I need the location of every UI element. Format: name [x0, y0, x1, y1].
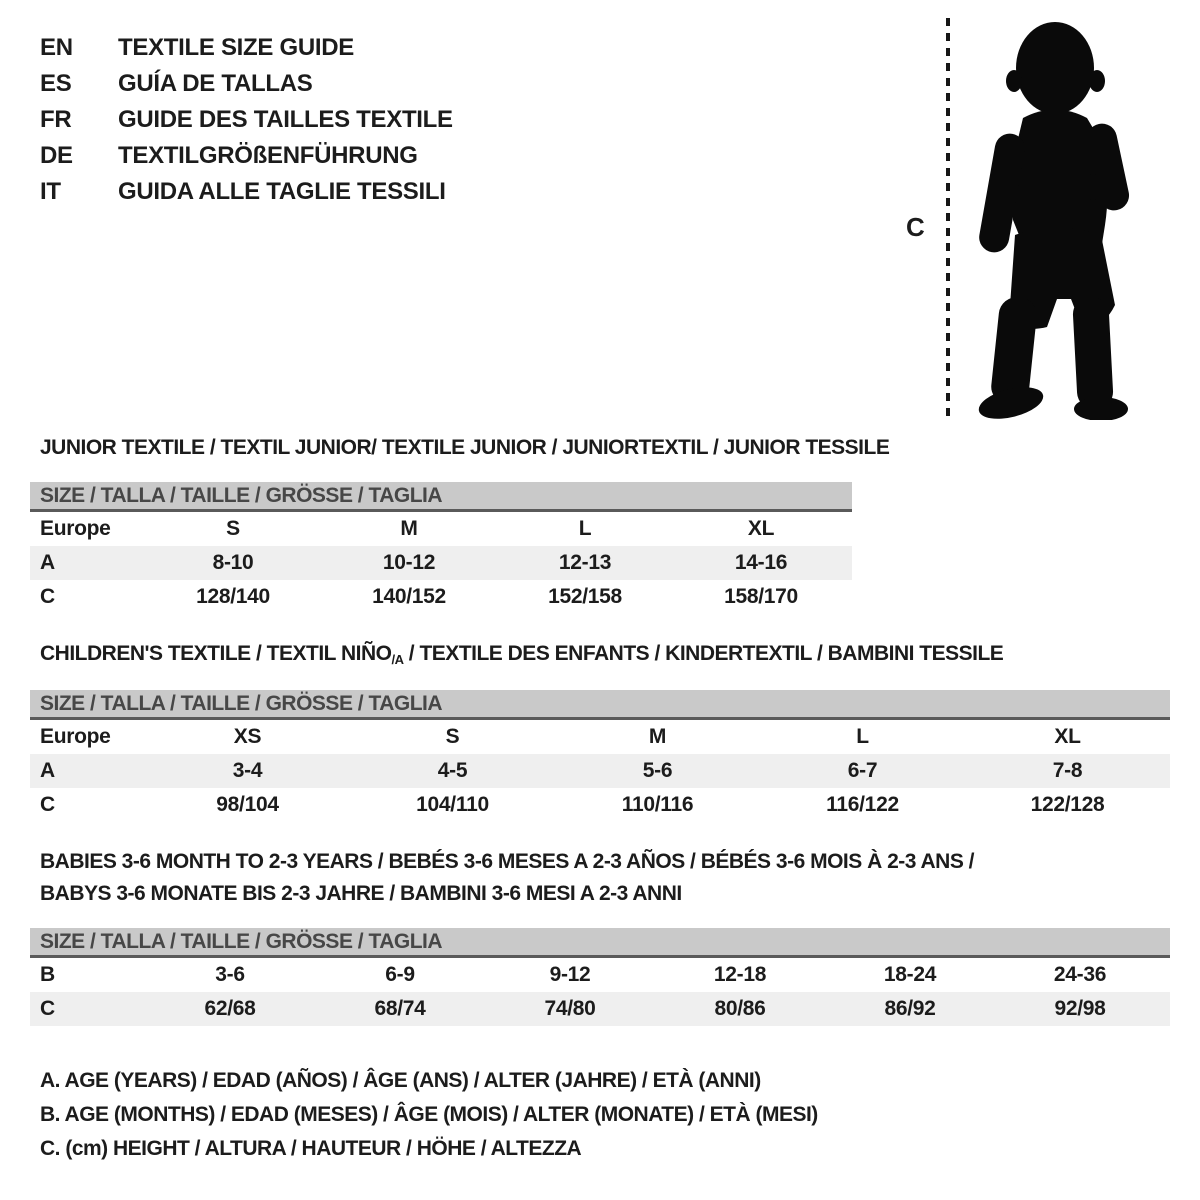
table-cell: 3-6 [215, 963, 245, 986]
table-cell: 86/92 [884, 997, 936, 1020]
size-column-header: XL [747, 517, 775, 540]
language-code: ES [40, 70, 72, 97]
table-cell: 128/140 [196, 585, 270, 608]
junior-section-title: JUNIOR TEXTILE / TEXTIL JUNIOR/ TEXTILE JUNIOR / JUNIORTEXTIL / JUNIOR TESSILE [40, 436, 890, 459]
guide-title-it: GUIDA ALLE TAGLIE TESSILI [118, 178, 446, 205]
babies-title-line2: BABYS 3-6 MONATE BIS 2-3 JAHRE / BAMBINI 3-6 MESI A 2-3 ANNI [40, 882, 682, 905]
language-code: FR [40, 106, 72, 133]
guide-title-es: GUÍA DE TALLAS [118, 70, 313, 97]
table-row-age-months [30, 958, 1170, 992]
language-row [40, 30, 453, 66]
table-cell: 5-6 [642, 759, 673, 782]
language-code: EN [40, 34, 73, 61]
size-header-bar: SIZE / TALLA / TAILLE / GRÖSSE / TAGLIA [30, 690, 1170, 720]
table-cell: 24-36 [1053, 963, 1107, 986]
language-row [40, 102, 453, 138]
table-row-height [30, 580, 852, 614]
babies-title-line1: BABIES 3-6 MONTH TO 2-3 YEARS / BEBÉS 3-6 MESES A 2-3 AÑOS / BÉBÉS 3-6 MOIS À 2-3 ANS / [40, 850, 975, 873]
row-label: C [40, 793, 55, 816]
size-column-header: XS [233, 725, 262, 748]
row-label: A [40, 759, 55, 782]
table-cell: 12-18 [713, 963, 767, 986]
measurement-legend [40, 1064, 818, 1166]
guide-title-en: TEXTILE SIZE GUIDE [118, 34, 354, 61]
row-label: A [40, 551, 55, 574]
children-title-text: CHILDREN'S TEXTILE / TEXTIL NIÑO [40, 642, 392, 665]
babies-size-table [30, 928, 1170, 1026]
table-row-height [30, 788, 1170, 822]
legend-line-a: A. AGE (YEARS) / EDAD (AÑOS) / ÂGE (ANS) / ALTER (JAHRE) / ETÀ (ANNI) [40, 1069, 761, 1092]
table-row-europe [30, 512, 852, 546]
babies-section-title [40, 846, 974, 910]
table-cell: 8-10 [212, 551, 254, 574]
size-column-header: S [226, 517, 240, 540]
table-cell: 12-13 [558, 551, 612, 574]
row-label: C [40, 585, 55, 608]
guide-title-de: TEXTILGRÖßENFÜHRUNG [118, 142, 418, 169]
height-measure-dashed-line-icon [946, 18, 950, 416]
table-row-age [30, 754, 1170, 788]
row-label: C [40, 997, 55, 1020]
table-cell: 14-16 [734, 551, 788, 574]
table-cell: 92/98 [1054, 997, 1106, 1020]
table-cell: 6-9 [385, 963, 415, 986]
table-cell: 116/122 [826, 793, 899, 816]
table-cell: 122/128 [1030, 793, 1105, 816]
table-cell: 140/152 [372, 585, 446, 608]
size-column-header: L [856, 725, 869, 748]
language-code: IT [40, 178, 61, 205]
size-header-bar: SIZE / TALLA / TAILLE / GRÖSSE / TAGLIA [30, 928, 1170, 958]
size-column-header: S [445, 725, 460, 748]
table-cell: 62/68 [204, 997, 256, 1020]
height-measure-label: C [906, 212, 925, 242]
table-cell: 80/86 [714, 997, 766, 1020]
table-cell: 3-4 [232, 759, 263, 782]
language-code: DE [40, 142, 73, 169]
table-cell: 104/110 [416, 793, 489, 816]
row-label: Europe [40, 725, 111, 748]
children-size-table [30, 690, 1170, 822]
size-column-header: L [578, 517, 592, 540]
legend-line-b: B. AGE (MONTHS) / EDAD (MESES) / ÂGE (MOIS) / ALTER (MONATE) / ETÀ (MESI) [40, 1103, 818, 1126]
children-title-subscript: /A [391, 652, 404, 667]
language-title-list [40, 30, 453, 210]
row-label: Europe [40, 517, 111, 540]
table-cell: 158/170 [724, 585, 798, 608]
table-cell: 74/80 [544, 997, 596, 1020]
guide-title-fr: GUIDE DES TAILLES TEXTILE [118, 106, 453, 133]
size-header-bar: SIZE / TALLA / TAILLE / GRÖSSE / TAGLIA [30, 482, 852, 512]
table-row-height [30, 992, 1170, 1026]
junior-size-table [30, 482, 852, 614]
table-cell: 152/158 [548, 585, 622, 608]
size-column-header: M [648, 725, 667, 748]
table-row-europe [30, 720, 1170, 754]
table-cell: 6-7 [847, 759, 878, 782]
children-section-title [40, 642, 1003, 667]
table-cell: 7-8 [1052, 759, 1083, 782]
table-cell: 68/74 [374, 997, 426, 1020]
size-column-header: M [400, 517, 418, 540]
table-cell: 18-24 [883, 963, 937, 986]
table-cell: 4-5 [437, 759, 468, 782]
table-cell: 9-12 [549, 963, 591, 986]
toddler-silhouette-icon [953, 15, 1148, 420]
size-column-header: XL [1054, 725, 1081, 748]
language-row [40, 174, 453, 210]
legend-line-c: C. (cm) HEIGHT / ALTURA / HAUTEUR / HÖHE / ALTEZZA [40, 1137, 582, 1160]
table-cell: 98/104 [216, 793, 279, 816]
children-title-text: / TEXTILE DES ENFANTS / KINDERTEXTIL / BAMBINI TESSILE [403, 642, 1004, 665]
table-cell: 110/116 [621, 793, 694, 816]
language-row [40, 66, 453, 102]
table-cell: 10-12 [382, 551, 436, 574]
language-row [40, 138, 453, 174]
table-row-age [30, 546, 852, 580]
row-label: B [40, 963, 55, 986]
